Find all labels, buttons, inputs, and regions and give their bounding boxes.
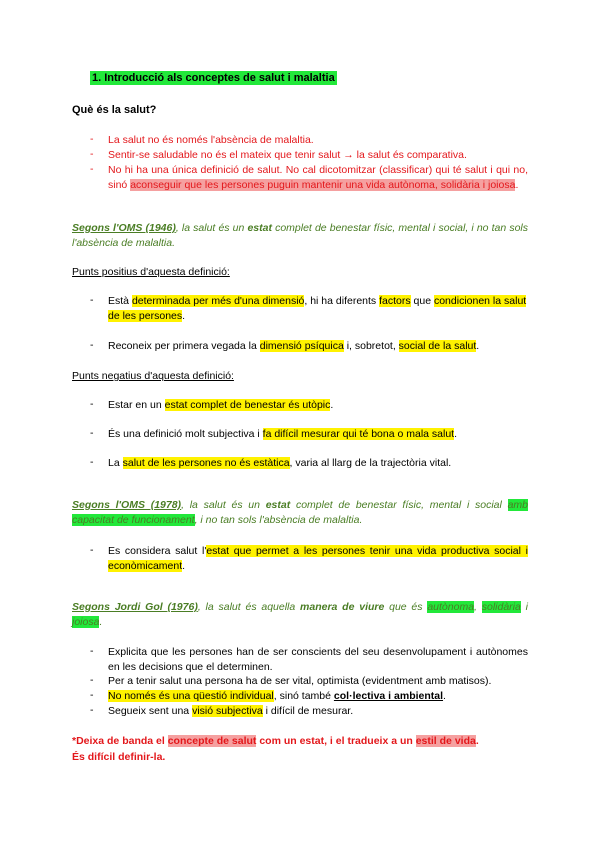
question-heading: Què és la salut? — [72, 104, 157, 116]
source-citation: Segons Jordi Gol (1976) — [72, 601, 198, 613]
negatiu-1: Estar en un estat complet de benestar és utòpic. — [108, 399, 334, 411]
intro-bullet-1: La salut no és només l'absència de malaltia. — [108, 134, 314, 146]
highlight: aconseguir que les persones puguin mantenir una vida autònoma, solidària i joiosa — [130, 179, 516, 191]
positius-label: Punts positius d'aquesta definició: — [72, 266, 230, 278]
section-title: 1. Introducció als conceptes de salut i malaltia — [92, 72, 335, 84]
bullet-dash: - — [90, 294, 94, 306]
bullet-dash: - — [90, 148, 94, 160]
source-citation: Segons l'OMS (1946) — [72, 222, 176, 234]
oms-1978-definition: Segons l'OMS (1978), la salut és un estat complet de benestar físic, mental i social amb capacitat de funcionament, i no tan sols l'absència de malaltia. — [72, 499, 529, 526]
negatiu-2: És una definició molt subjectiva i fa difícil mesurar qui té bona o mala salut. — [108, 428, 458, 440]
closing-note: *Deixa de banda el concepte de salut com un estat, i el tradueix a un estil de vida. És difícil definir-la. — [72, 735, 479, 763]
gol-bullet-3: No només és una qüestió individual, sinó també col·lectiva i ambiental. — [108, 690, 446, 702]
negatiu-3: La salut de les persones no és estàtica, varia al llarg de la trajectòria vital. — [108, 457, 452, 469]
oms-1946-definition: Segons l'OMS (1946), la salut és un estat complet de benestar físic, mental i social, i no tan sols l'absència de malaltia. — [72, 222, 528, 249]
intro-bullet-3: No hi ha una única definició de salut. No cal dicotomitzar (classificar) qui té salut i qui no, sinó aconseguir que les persones puguin mantenir una vida autònoma, solidària i joiosa. — [108, 164, 528, 191]
bullet-dash: - — [90, 398, 94, 410]
oms-1978-bullet: Es considera salut l'estat que permet a les persones tenir una vida productiva social i econòmicament. — [108, 545, 528, 572]
bullet-dash: - — [90, 704, 94, 716]
bullet-dash: - — [90, 339, 94, 351]
gol-bullet-4: Segueix sent una visió subjectiva i difícil de mesurar. — [108, 705, 354, 717]
source-citation: Segons l'OMS (1978) — [72, 499, 182, 511]
bullet-dash: - — [90, 674, 94, 686]
bullet-dash: - — [90, 645, 94, 657]
bullet-dash: - — [90, 456, 94, 468]
positiu-1: Està determinada per més d'una dimensió, hi ha diferents factors que condicionen la salut de les persones. — [108, 295, 527, 322]
intro-bullet-2: Sentir-se saludable no és el mateix que tenir salut → la salut és comparativa. — [108, 149, 467, 161]
gol-bullet-2: Per a tenir salut una persona ha de ser vital, optimista (evidentment amb matisos). — [108, 675, 492, 687]
bullet-dash: - — [90, 133, 94, 145]
bullet-dash: - — [90, 427, 94, 439]
negatius-label: Punts negatius d'aquesta definició: — [72, 370, 234, 382]
gol-definition: Segons Jordi Gol (1976), la salut és aquella manera de viure que és autònoma, solidària i joiosa. — [72, 601, 528, 628]
bullet-dash: - — [90, 163, 94, 175]
bullet-dash: - — [90, 689, 94, 701]
positiu-2: Reconeix per primera vegada la dimensió psíquica i, sobretot, social de la salut. — [108, 340, 480, 352]
gol-bullet-1: Explicita que les persones han de ser conscients del seu desenvolupament i autònomes en les decisions que el determinen. — [108, 646, 528, 673]
bullet-dash: - — [90, 544, 94, 556]
